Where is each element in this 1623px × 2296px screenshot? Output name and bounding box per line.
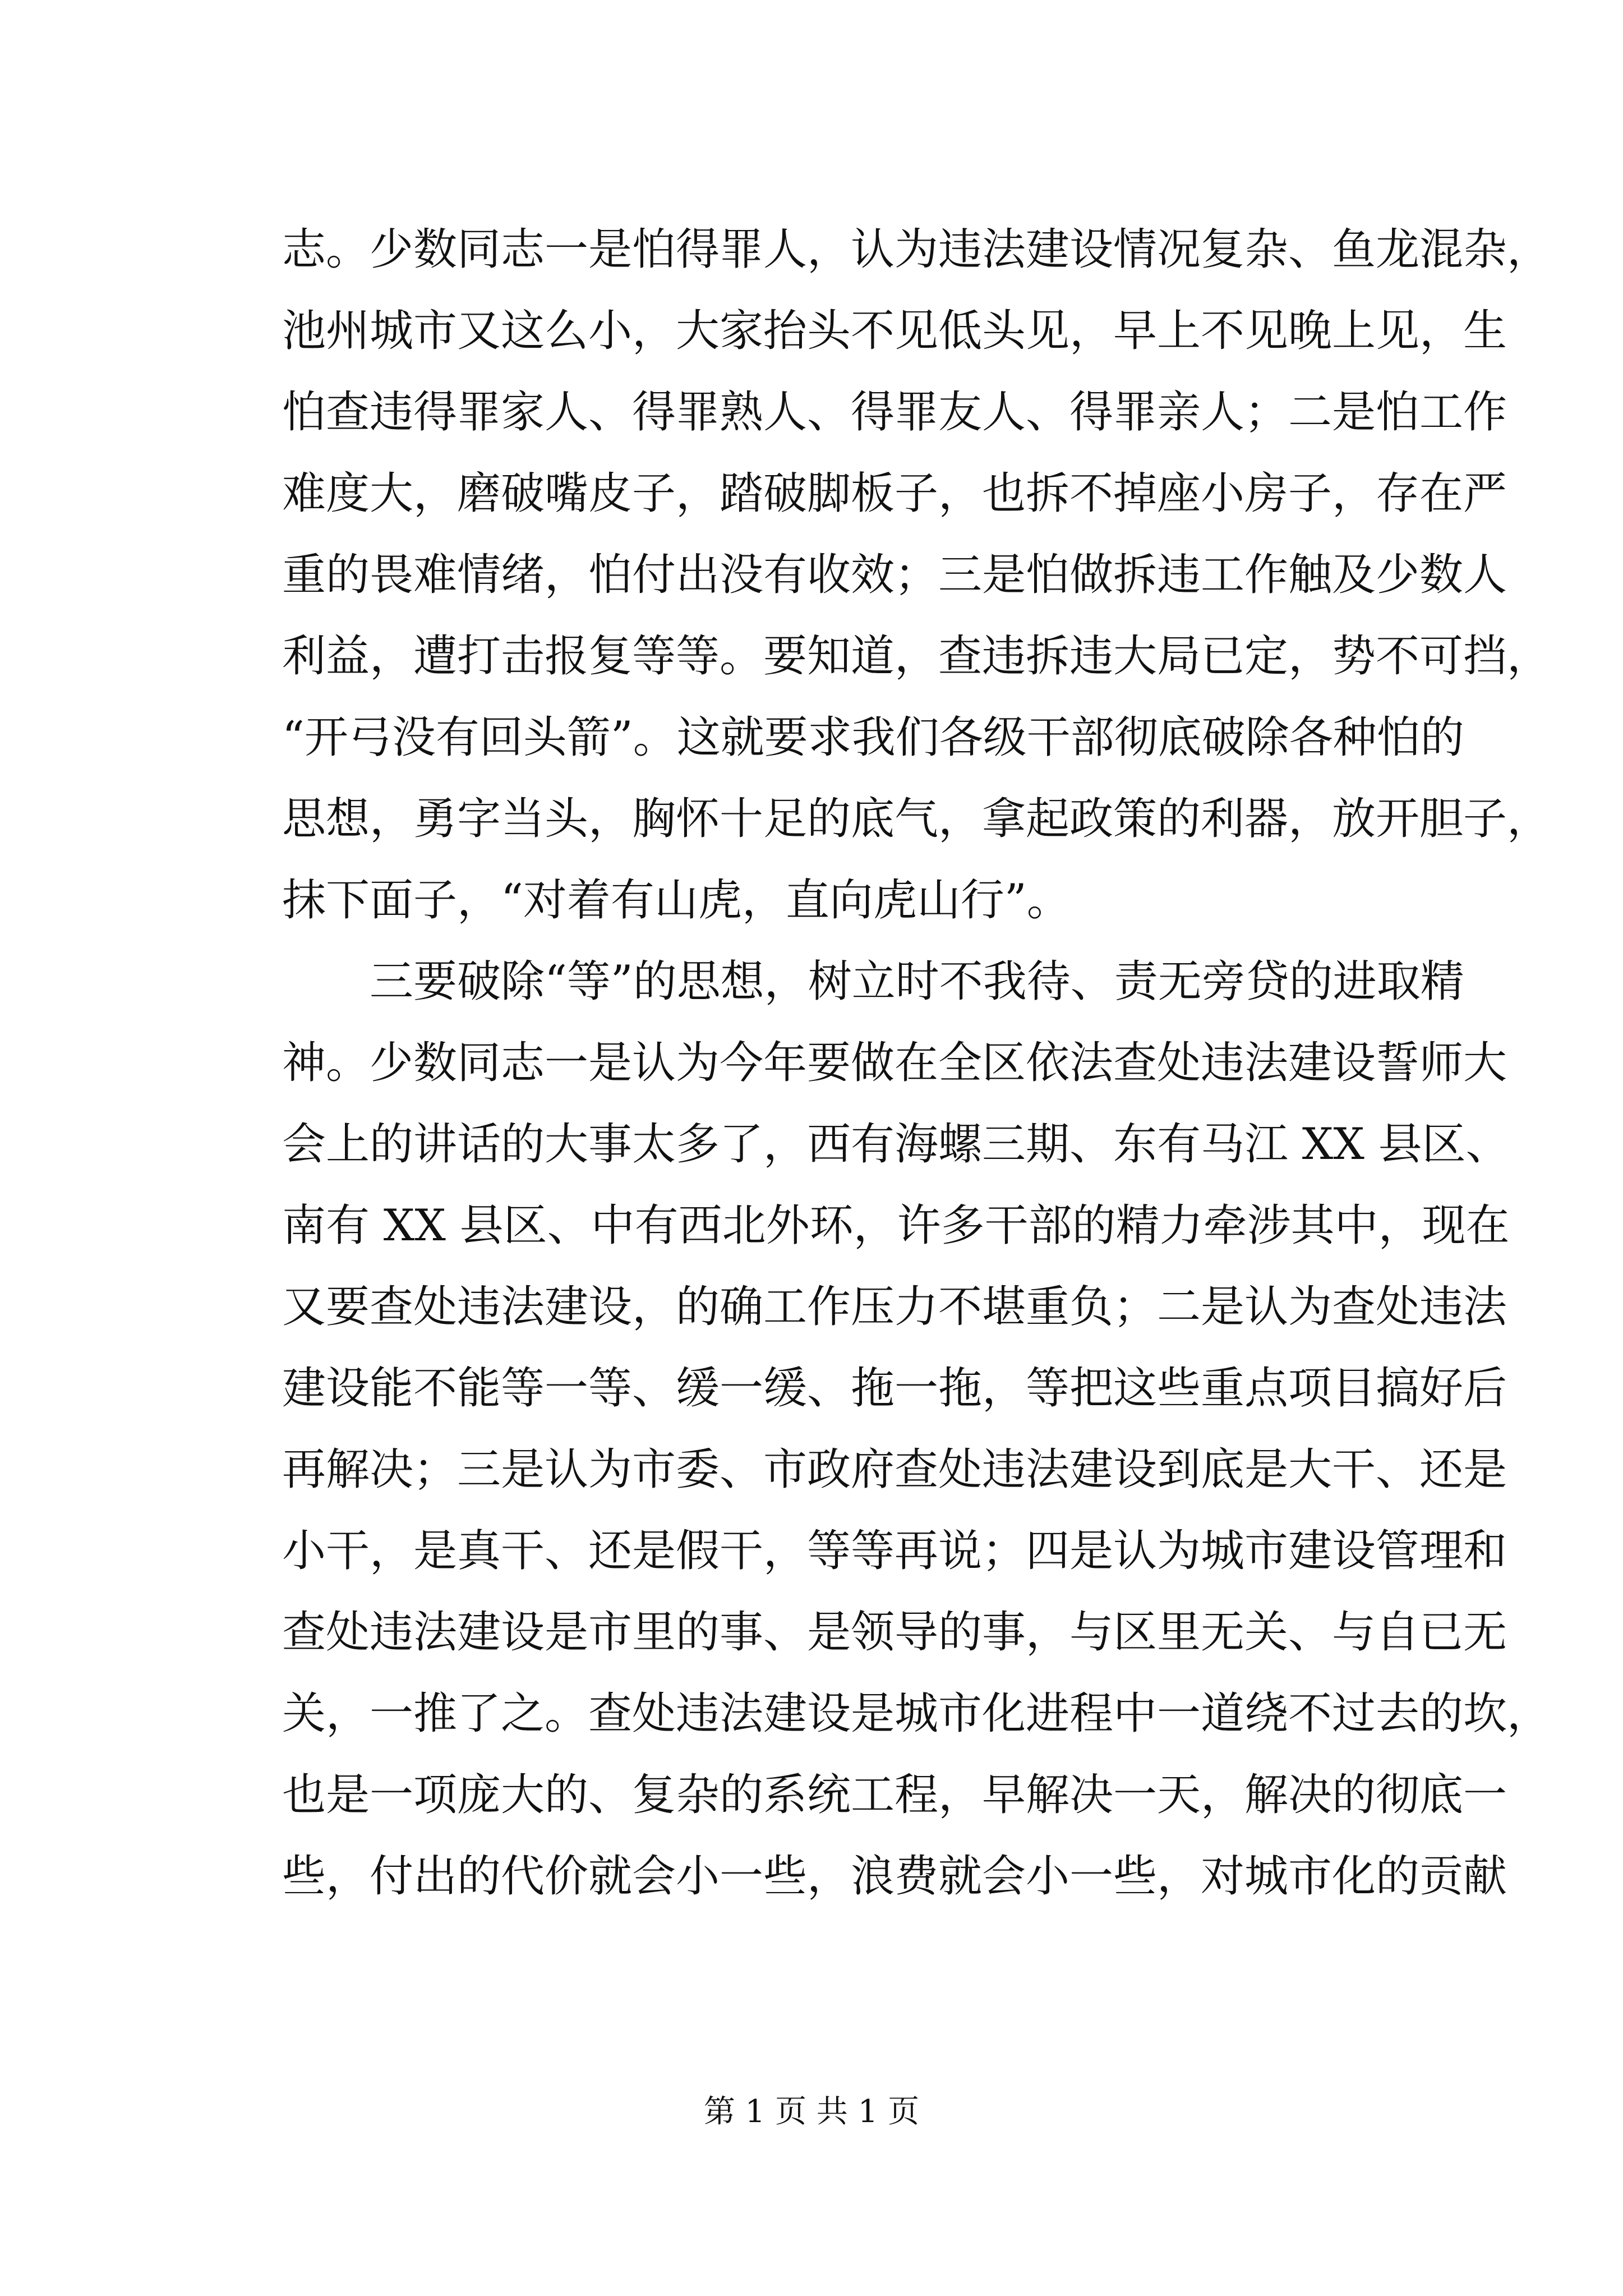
text-line: 难度大，磨破嘴皮子，踏破脚板子，也拆不掉座小房子，存在严 bbox=[282, 468, 1507, 519]
text-line: 利益，遭打击报复等等。要知道，查违拆违大局已定，势不可挡， bbox=[282, 631, 1551, 682]
text-line: 南有 XX 县区、中有西北外环，许多干部的精力牵涉其中，现在 bbox=[282, 1200, 1510, 1251]
text-line: 会上的讲话的大事太多了，西有海螺三期、东有马江 XX 县区、 bbox=[282, 1119, 1510, 1170]
text-line: 神。少数同志一是认为今年要做在全区依法查处违法建设誓师大 bbox=[282, 1038, 1507, 1088]
text-line: 怕查违得罪家人、得罪熟人、得罪友人、得罪亲人；二是怕工作 bbox=[282, 387, 1507, 438]
text-line: “开弓没有回头箭”。这就要求我们各级干部彻底破除各种怕的 bbox=[282, 712, 1464, 763]
text-line: 重的畏难情绪，怕付出没有收效；三是怕做拆违工作触及少数人 bbox=[282, 550, 1507, 600]
text-line: 些，付出的代价就会小一些，浪费就会小一些，对城市化的贡献 bbox=[282, 1851, 1507, 1902]
text-line: 建设能不能等一等、缓一缓、拖一拖，等把这些重点项目搞好后 bbox=[282, 1363, 1507, 1414]
text-line: 抹下面子，“对着有山虎，直向虎山行”。 bbox=[282, 875, 1071, 926]
text-line: 池州城市又这么小，大家抬头不见低头见，早上不见晚上见，生 bbox=[282, 306, 1507, 356]
text-line: 也是一项庞大的、复杂的系统工程，早解决一天，解决的彻底一 bbox=[282, 1770, 1507, 1820]
text-line: 志。少数同志一是怕得罪人，认为违法建设情况复杂、鱼龙混杂， bbox=[282, 224, 1551, 275]
paragraph-first-line: 三要破除“等”的思想，树立时不我待、责无旁贷的进取精 bbox=[370, 956, 1464, 1007]
text-line: 又要查处违法建设，的确工作压力不堪重负；二是认为查处违法 bbox=[282, 1282, 1507, 1332]
page-number-footer: 第 1 页 共 1 页 bbox=[703, 2093, 920, 2130]
text-line: 再解决；三是认为市委、市政府查处违法建设到底是大干、还是 bbox=[282, 1444, 1507, 1495]
text-line: 查处违法建设是市里的事、是领导的事，与区里无关、与自已无 bbox=[282, 1607, 1507, 1658]
text-line: 思想，勇字当头，胸怀十足的底气，拿起政策的利器，放开胆子， bbox=[282, 794, 1551, 844]
text-line: 关，一推了之。查处违法建设是城市化进程中一道绕不过去的坎， bbox=[282, 1688, 1551, 1739]
text-line: 小干，是真干、还是假干，等等再说；四是认为城市建设管理和 bbox=[282, 1526, 1507, 1576]
